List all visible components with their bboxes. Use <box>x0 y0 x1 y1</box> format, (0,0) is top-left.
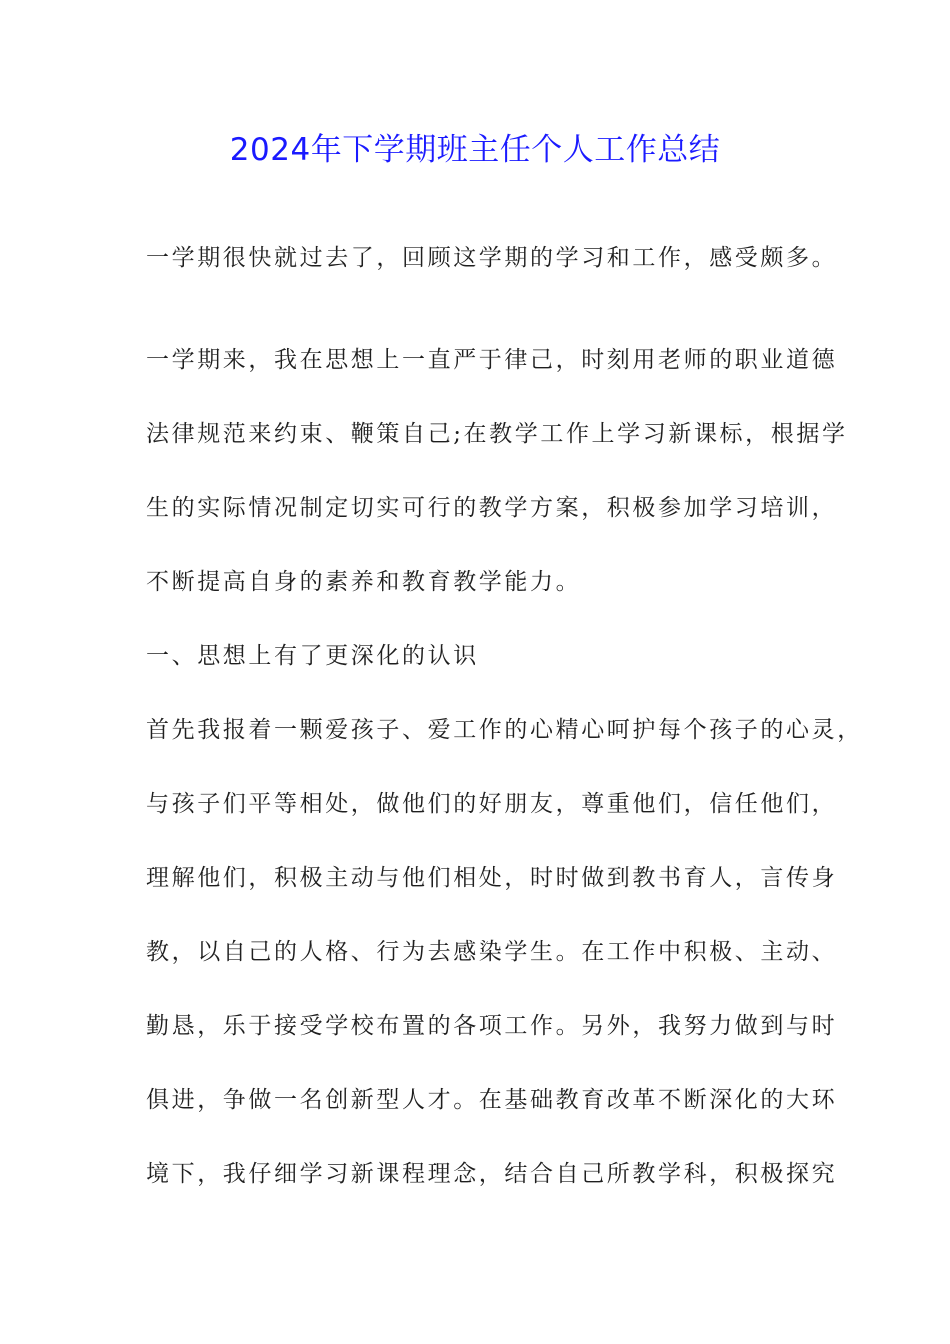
paragraph-line: 教，以自己的人格、行为去感染学生。在工作中积极、主动、 <box>146 939 838 965</box>
document-title: 2024年下学期班主任个人工作总结 <box>229 132 721 168</box>
paragraph-line: 首先我报着一颗爱孩子、爱工作的心精心呵护每个孩子的心灵， <box>146 717 863 743</box>
paragraph-line: 生的实际情况制定切实可行的教学方案，积极参加学习培训， <box>146 495 838 521</box>
paragraph-line: 一学期很快就过去了，回顾这学期的学习和工作，感受颇多。 <box>146 245 838 271</box>
paragraph-line: 境下，我仔细学习新课程理念，结合自己所教学科，积极探究 <box>146 1161 838 1187</box>
paragraph-line: 一学期来，我在思想上一直严于律己，时刻用老师的职业道德 <box>146 347 838 373</box>
paragraph-line: 理解他们，积极主动与他们相处，时时做到教书育人，言传身 <box>146 865 838 891</box>
paragraph-line: 勤恳，乐于接受学校布置的各项工作。另外，我努力做到与时 <box>146 1013 838 1039</box>
paragraph-line: 不断提高自身的素养和教育教学能力。 <box>146 569 582 595</box>
paragraph-line: 俱进，争做一名创新型人才。在基础教育改革不断深化的大环 <box>146 1087 838 1113</box>
paragraph-line: 法律规范来约束、鞭策自己;在教学工作上学习新课标，根据学 <box>146 421 848 447</box>
section-heading: 一、思想上有了更深化的认识 <box>146 643 479 669</box>
paragraph-line: 与孩子们平等相处，做他们的好朋友，尊重他们，信任他们， <box>146 791 838 817</box>
